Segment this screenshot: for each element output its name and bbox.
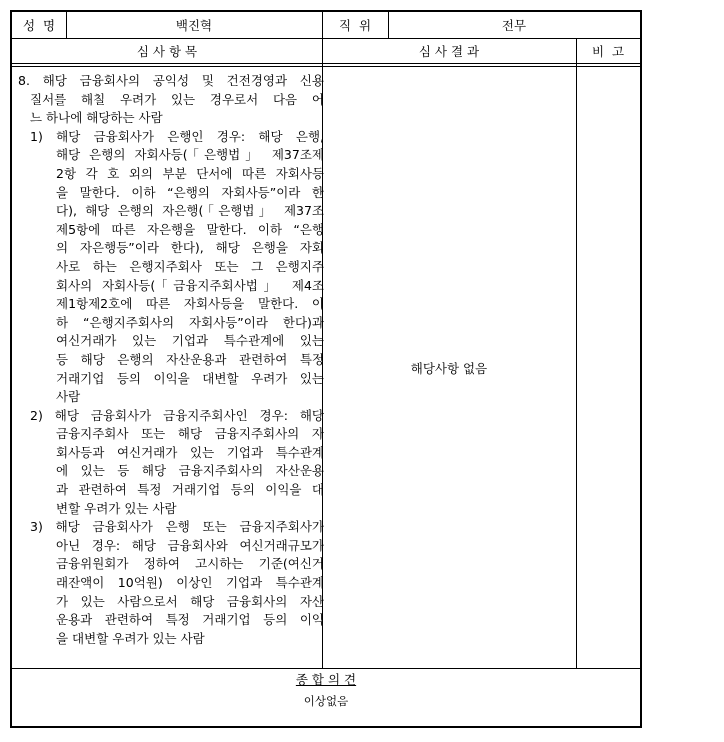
position-value: 전무: [501, 18, 527, 33]
text-line: 에 있는 등 해당 금융지주회사의 자산운용: [56, 463, 324, 479]
position-label: 직 위: [338, 18, 372, 33]
review-result: 해당사항 없음: [410, 360, 488, 376]
text-line: 질서를 해칠 우려가 있는 경우로서 다음 어: [30, 91, 324, 107]
sub3-block: [18, 518, 324, 648]
text-line: 느 하나에 해당하는 사람: [30, 110, 163, 126]
divider: [12, 668, 640, 669]
text-line: 등 해당 은행의 자산운용과 관련하여 특정: [56, 351, 324, 367]
column-header-result: 심 사 결 과: [418, 44, 480, 59]
divider: [12, 63, 640, 64]
text-line: 의 자은행등”이라 한다), 해당 은행을 자회: [56, 240, 324, 256]
text-line: 사로 하는 은행지주회사 또는 그 은행지주: [56, 258, 324, 274]
text-line: 하 “은행지주회사의 자회사등”이라 한다)과: [56, 314, 324, 330]
text-line: 운용과 관련하여 특정 거래기업 등의 이익: [56, 612, 324, 628]
text-line: 제5항에 따른 자은행을 말한다. 이하 “은행: [56, 221, 324, 237]
text-line: 3) 해당 금융회사가 은행 또는 금융지주회사가: [30, 519, 324, 535]
text-line: 여신거래가 있는 기업과 특수관계에 있는: [56, 333, 324, 349]
name-label: 성 명: [22, 18, 56, 33]
divider: [388, 12, 389, 38]
text-line: 가 있는 사람으로서 해당 금융회사의 자산: [56, 593, 324, 609]
sub2-block: [18, 407, 324, 519]
divider: [66, 12, 67, 38]
text-line: 제1항제2호에 따른 자회사등을 말한다. 이: [56, 296, 324, 312]
review-note: [576, 67, 640, 668]
divider: [322, 12, 323, 38]
text-line: 아닌 경우: 해당 금융회사와 여신거래규모가: [56, 537, 324, 553]
text-line: 금융위원회가 정하여 고시하는 기준(여신거: [56, 556, 324, 572]
text-line: 을 말한다. 이하 “은행의 자회사등”이라 한: [56, 184, 324, 200]
text-line: 회사의 자회사등(「금융지주회사법」 제4조: [56, 277, 324, 293]
text-line: 다), 해당 은행의 자은행(「은행법」 제37조: [56, 203, 324, 219]
review-item-text: [18, 72, 324, 648]
text-line: 래잔액이 10억원) 이상인 기업과 특수관계: [56, 575, 324, 591]
summary-title: 종 합 의 견: [295, 672, 357, 687]
name-value: 백진혁: [175, 18, 213, 33]
text-line: 사람: [56, 389, 81, 405]
sub1-block: [18, 128, 324, 407]
text-line: 2) 해당 금융회사가 금융지주회사인 경우: 해당: [30, 407, 324, 423]
column-header-item: 심 사 항 목: [136, 44, 198, 59]
text-line: 과 관련하여 특정 거래기업 등의 이익을 대: [56, 482, 324, 498]
text-line: 을 대변할 우려가 있는 사람: [56, 630, 205, 646]
text-line: 거래기업 등의 이익을 대변할 우려가 있는: [56, 370, 324, 386]
text-line: 회사등과 여신거래가 있는 기업과 특수관계: [56, 444, 324, 460]
text-line: 1) 해당 금융회사가 은행인 경우: 해당 은행,: [30, 128, 324, 144]
text-line: 금융지주회사 또는 해당 금융지주회사의 자: [56, 426, 324, 442]
column-header-note: 비 고: [591, 44, 625, 59]
summary-value: 이상없음: [303, 694, 349, 708]
text-line: 2항 각 호 외의 부분 단서에 따른 자회사등: [56, 165, 324, 181]
text-line: 변할 우려가 있는 사람: [56, 500, 177, 516]
review-table: [10, 10, 642, 728]
text-line: 8. 해당 금융회사의 공익성 및 건전경영과 신용: [18, 73, 324, 88]
text-line: 해당 은행의 자회사등(「은행법」 제37조제: [56, 147, 324, 163]
